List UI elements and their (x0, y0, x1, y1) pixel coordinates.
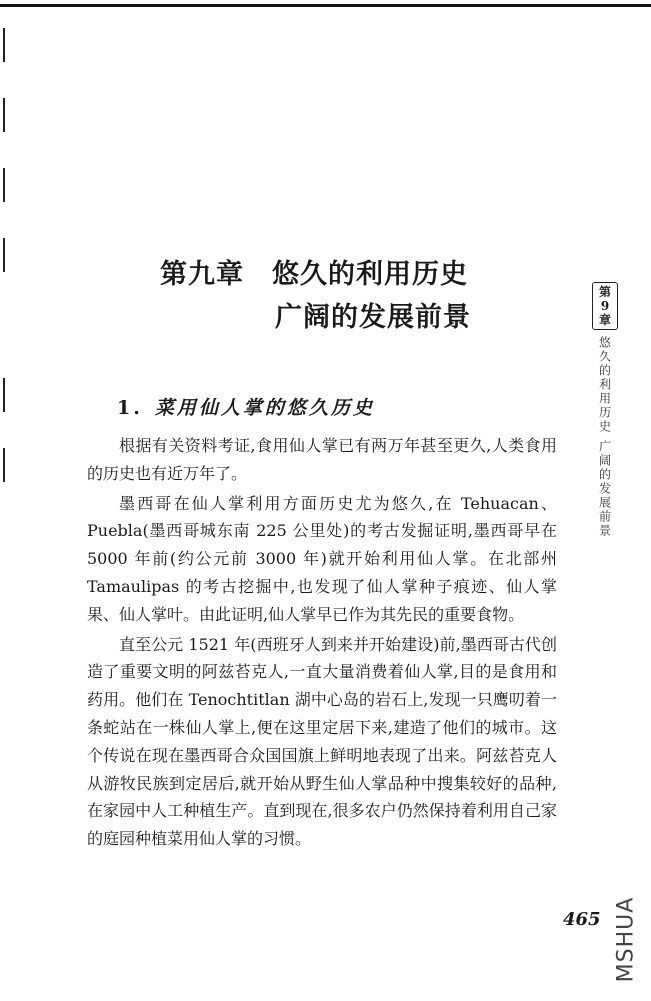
paragraph: 墨西哥在仙人掌利用方面历史尤为悠久,在 Tehuacan、Puebla(墨西哥城东南 225 公里处)的考古发掘证明,墨西哥早在 5000 年前(约公元前 3000 年)就开始利用仙人掌。在北部州 Tamaulipas 的考古挖掘中,也发现了仙人掌种子痕迹、仙人掌果、仙人掌叶。由此证明,仙人掌早已作为其先民的重要食物。 (87, 493, 557, 624)
badge-bottom-char: 章 (598, 313, 611, 327)
paragraph: 根据有关资料考证,食用仙人掌已有两万年甚至更久,人类食用的历史也有近万年了。 (87, 436, 557, 483)
badge-number: 9 (600, 299, 610, 313)
scan-margin-mark (3, 98, 5, 132)
chapter-title (160, 253, 500, 339)
paragraph: 直至公元 1521 年(西班牙人到来并开始建设)前,墨西哥古代创造了重要文明的阿兹苔克人,一直大量消费着仙人掌,目的是食用和药用。他们在 Tenochtitlan 湖中心岛的岩石上,发现一只鹰叨着一条蛇站在一株仙人掌上,便在这里定居下来,建造了他们的城市。这个传说在现在墨西哥合众国国旗上鲜明地表现了出来。阿兹苔克人从游牧民族到定居后,就开始从野生仙人掌品种中搜集较好的品种,在家园中人工种植生产。直到现在,很多农户仍然保持着利用自己家的庭园种植菜用仙人掌的习惯。 (87, 634, 557, 849)
section-heading (117, 393, 375, 420)
chapter-badge (592, 282, 618, 330)
scan-margin-mark (3, 448, 5, 482)
chapter-number: 第九章 (160, 259, 244, 290)
page-number: 465 (563, 909, 601, 930)
chapter-title-line2: 广阔的发展前景 (275, 302, 471, 333)
badge-top-char: 第 (598, 285, 611, 299)
chapter-title-line1: 悠久的利用历史 (272, 259, 468, 290)
scan-margin-mark (3, 168, 5, 202)
section-title: 菜用仙人掌的悠久历史 (154, 397, 375, 419)
scan-margin-mark (3, 378, 5, 412)
watermark-text: MSHUA (613, 896, 639, 982)
chapter-side-tab (590, 282, 620, 538)
scan-margin-mark (3, 238, 5, 272)
top-border-rule (0, 4, 651, 7)
running-title: 悠久的利用历史 广阔的发展前景 (597, 336, 612, 538)
watermark (613, 884, 639, 994)
body-text (87, 432, 557, 853)
scan-margin-mark (3, 28, 5, 62)
section-number: 1. (117, 397, 143, 419)
